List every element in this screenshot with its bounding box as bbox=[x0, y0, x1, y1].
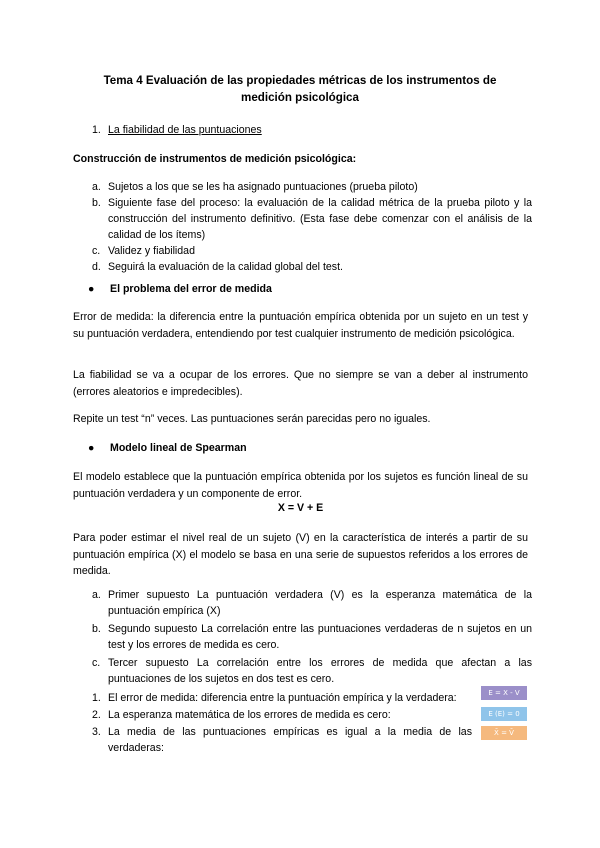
construccion-list bbox=[92, 179, 532, 275]
list-item: a. Sujetos a los que se les ha asignado puntuaciones (prueba piloto) bbox=[92, 181, 418, 193]
spearman-heading: ● Modelo lineal de Spearman bbox=[88, 442, 247, 454]
title-line-1: Tema 4 Evaluación de las propiedades métricas de los instrumentos de bbox=[103, 74, 497, 87]
section-1-heading bbox=[92, 122, 262, 138]
list-item: b. Siguiente fase del proceso: la evaluación de la calidad métrica de la prueba piloto y la construcción del instrumento definitivo. (Esta fase debe comenzar con el análisis de la calidad de los ítems) bbox=[92, 197, 532, 241]
title-line-2: medición psicológica bbox=[241, 91, 359, 104]
list-item: a. Primer supuesto La puntuación verdadera (V) es la esperanza matemática de la puntuación empírica (X) bbox=[92, 589, 532, 617]
list-item: d. Seguirá la evaluación de la calidad global del test. bbox=[92, 261, 343, 273]
error-medida-paragraph-1: Error de medida: la diferencia entre la puntuación empírica obtenida por un sujeto en un test y su puntuación verdadera, entendiendo por test cualquier instrumento de medición psicológica. bbox=[73, 311, 528, 340]
list-item: c. Validez y fiabilidad bbox=[92, 245, 195, 257]
document-title bbox=[80, 72, 520, 106]
section-1-label: La fiabilidad de las puntuaciones bbox=[108, 124, 262, 136]
spearman-paragraph-2: Para poder estimar el nivel real de un sujeto (V) en la característica de interés a partir de su puntuación empírica (X) el modelo se basa en una serie de supuestos referidos a los errores de medida. bbox=[73, 532, 528, 577]
bullet-icon: ● bbox=[88, 283, 95, 295]
construccion-heading: Construcción de instrumentos de medición psicológica: bbox=[73, 153, 357, 165]
spearman-formula: X = V + E bbox=[277, 502, 324, 514]
list-item: 2. La esperanza matemática de los errores de medida es cero: bbox=[92, 709, 391, 721]
list-item: 1. El error de medida: diferencia entre la puntuación empírica y la verdadera: bbox=[92, 692, 457, 704]
formula-image-error: E = X - V bbox=[481, 686, 527, 700]
error-medida-paragraph-2: La fiabilidad se va a ocupar de los errores. Que no siempre se van a deber al instrumento (errores aleatorios e impredecibles). bbox=[73, 369, 528, 398]
list-item: 3. La media de las puntuaciones empíricas es igual a la media de las verdaderas: bbox=[92, 726, 472, 754]
list-item: c. Tercer supuesto La correlación entre los errores de medida que afectan a las puntuaciones de los sujetos en dos test es cero. bbox=[92, 657, 532, 685]
list-item: b. Segundo supuesto La correlación entre las puntuaciones verdaderas de n sujetos en un test y los errores de medida es cero. bbox=[92, 623, 532, 651]
error-medida-heading: ● El problema del error de medida bbox=[88, 283, 272, 295]
supuestos-list bbox=[92, 587, 532, 687]
numbered-list bbox=[92, 690, 472, 756]
formula-image-media: X̄ = V̄ bbox=[481, 726, 527, 740]
bullet-icon: ● bbox=[88, 442, 95, 454]
error-medida-paragraph-3: Repite un test “n” veces. Las puntuaciones serán parecidas pero no iguales. bbox=[73, 413, 431, 425]
formula-image-esperanza: E (E) = 0 bbox=[481, 707, 527, 721]
section-1-number: 1. bbox=[92, 124, 101, 136]
spearman-paragraph-1: El modelo establece que la puntuación empírica obtenida por los sujetos es función lineal de su puntuación verdadera y un componente de error. bbox=[73, 471, 528, 500]
